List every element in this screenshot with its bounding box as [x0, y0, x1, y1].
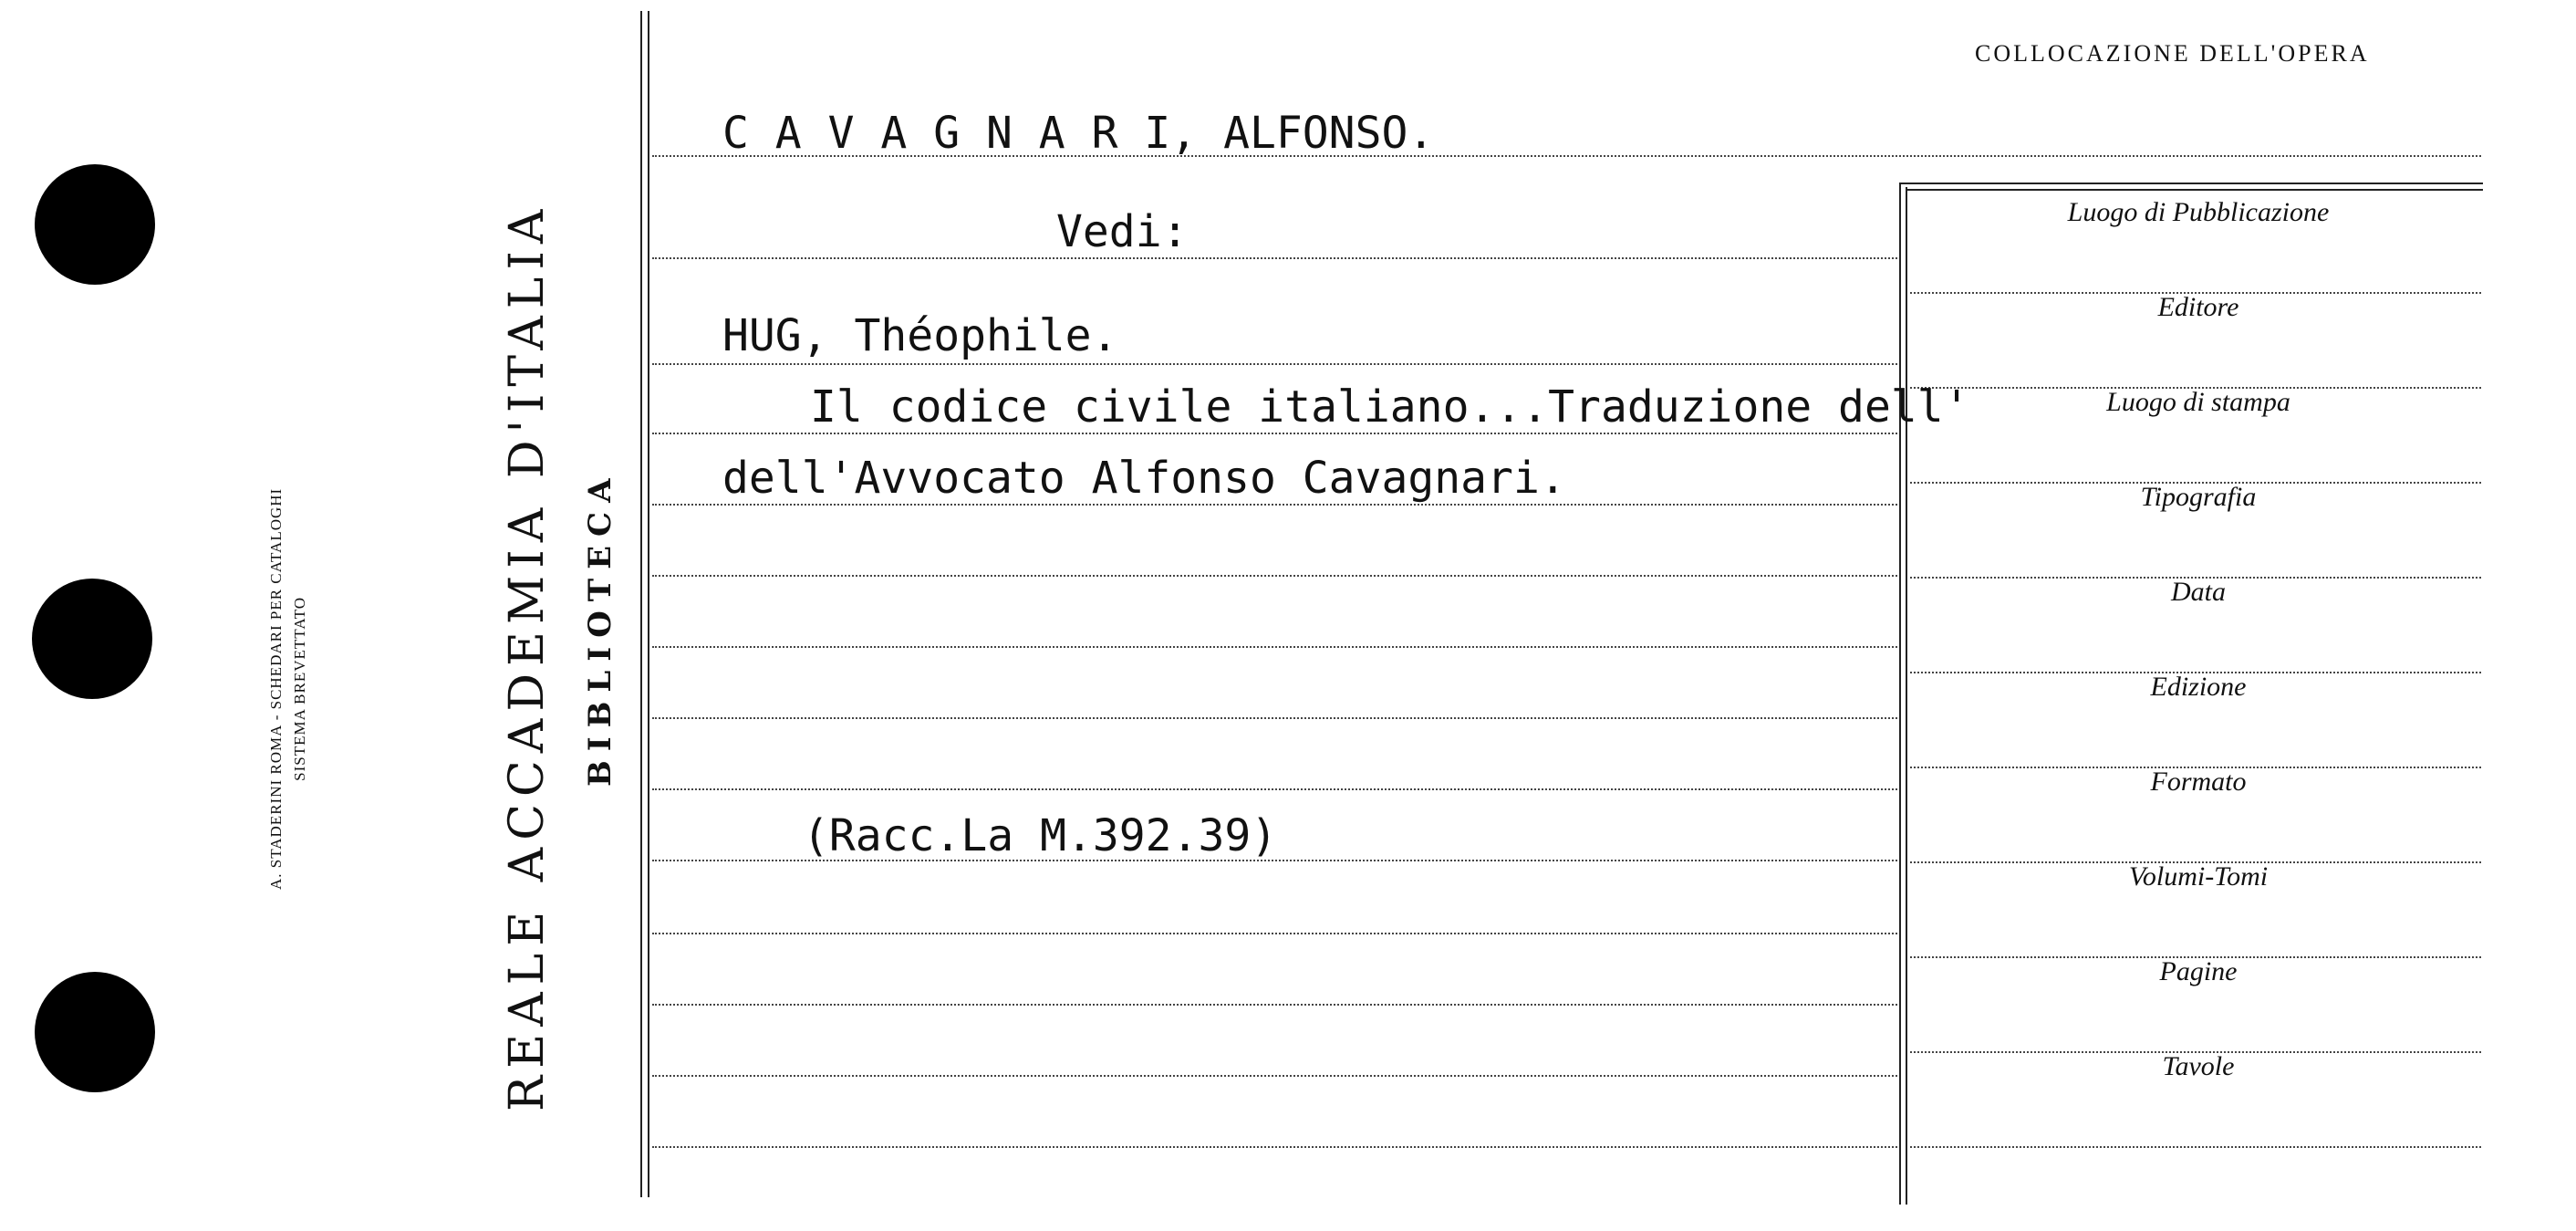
field-label-editore: Editore — [2157, 292, 2239, 322]
panel-top-rule-inner — [1906, 189, 2483, 191]
ruled-line — [652, 257, 1897, 259]
entry-author: HUG, Théophile. — [722, 310, 1118, 361]
field-label-data: Data — [2171, 577, 2226, 607]
field-label-tavole: Tavole — [2162, 1051, 2235, 1081]
field-label-edizione: Edizione — [2150, 672, 2247, 702]
field-label-volumi-tomi: Volumi-Tomi — [2128, 861, 2269, 892]
ruled-line — [652, 717, 1897, 719]
collocation-header: COLLOCAZIONE DELL'OPERA — [1975, 40, 2370, 67]
ruled-line — [652, 646, 1897, 648]
field-label-luogo-pubblicazione: Luogo di Pubblicazione — [2067, 197, 2330, 227]
panel-top-rule — [1899, 183, 2483, 184]
panel-divider-rule-inner — [1906, 187, 1907, 1205]
library-label: BIBLIOTECA — [582, 469, 618, 787]
left-margin-rule — [640, 11, 642, 1197]
binder-hole-top — [35, 164, 155, 285]
panel-divider-rule — [1899, 183, 1901, 1205]
entry-see-reference: Vedi: — [1056, 206, 1189, 257]
field-label-pagine: Pagine — [2159, 956, 2238, 986]
panel-ruled-line — [1910, 1146, 2481, 1148]
ruled-line — [652, 1075, 1897, 1077]
entry-title-line2: dell'Avvocato Alfonso Cavagnari. — [722, 453, 1566, 504]
printer-imprint — [265, 488, 312, 890]
ruled-line — [652, 433, 1897, 434]
ruled-line — [652, 1146, 1897, 1148]
printer-imprint-line1: A. STADERINI ROMA - SCHEDARI PER CATALOGHI — [267, 487, 285, 890]
ruled-line — [652, 788, 1897, 790]
field-label-tipografia: Tipografia — [2140, 482, 2257, 512]
entry-title-line1: Il codice civile italiano...Traduzione dell' — [810, 381, 1970, 433]
ruled-line — [652, 575, 1897, 577]
printer-imprint-line2: SISTEMA BREVETTATO — [291, 596, 308, 781]
institution-name: REALE ACCADEMIA D'ITALIA — [500, 202, 555, 1111]
ruled-line — [652, 933, 1897, 934]
ruled-line — [652, 363, 1897, 365]
entry-heading: C A V A G N A R I, ALFONSO. — [722, 108, 1435, 159]
left-margin-rule-inner — [648, 11, 649, 1197]
entry-shelfmark: (Racc.La M.392.39) — [803, 810, 1278, 861]
field-label-formato: Formato — [2150, 767, 2247, 797]
ruled-line — [652, 504, 1897, 506]
binder-hole-middle — [32, 579, 152, 699]
binder-hole-bottom — [35, 972, 155, 1092]
field-label-luogo-stampa: Luogo di stampa — [2106, 387, 2290, 417]
ruled-line — [652, 1004, 1897, 1006]
